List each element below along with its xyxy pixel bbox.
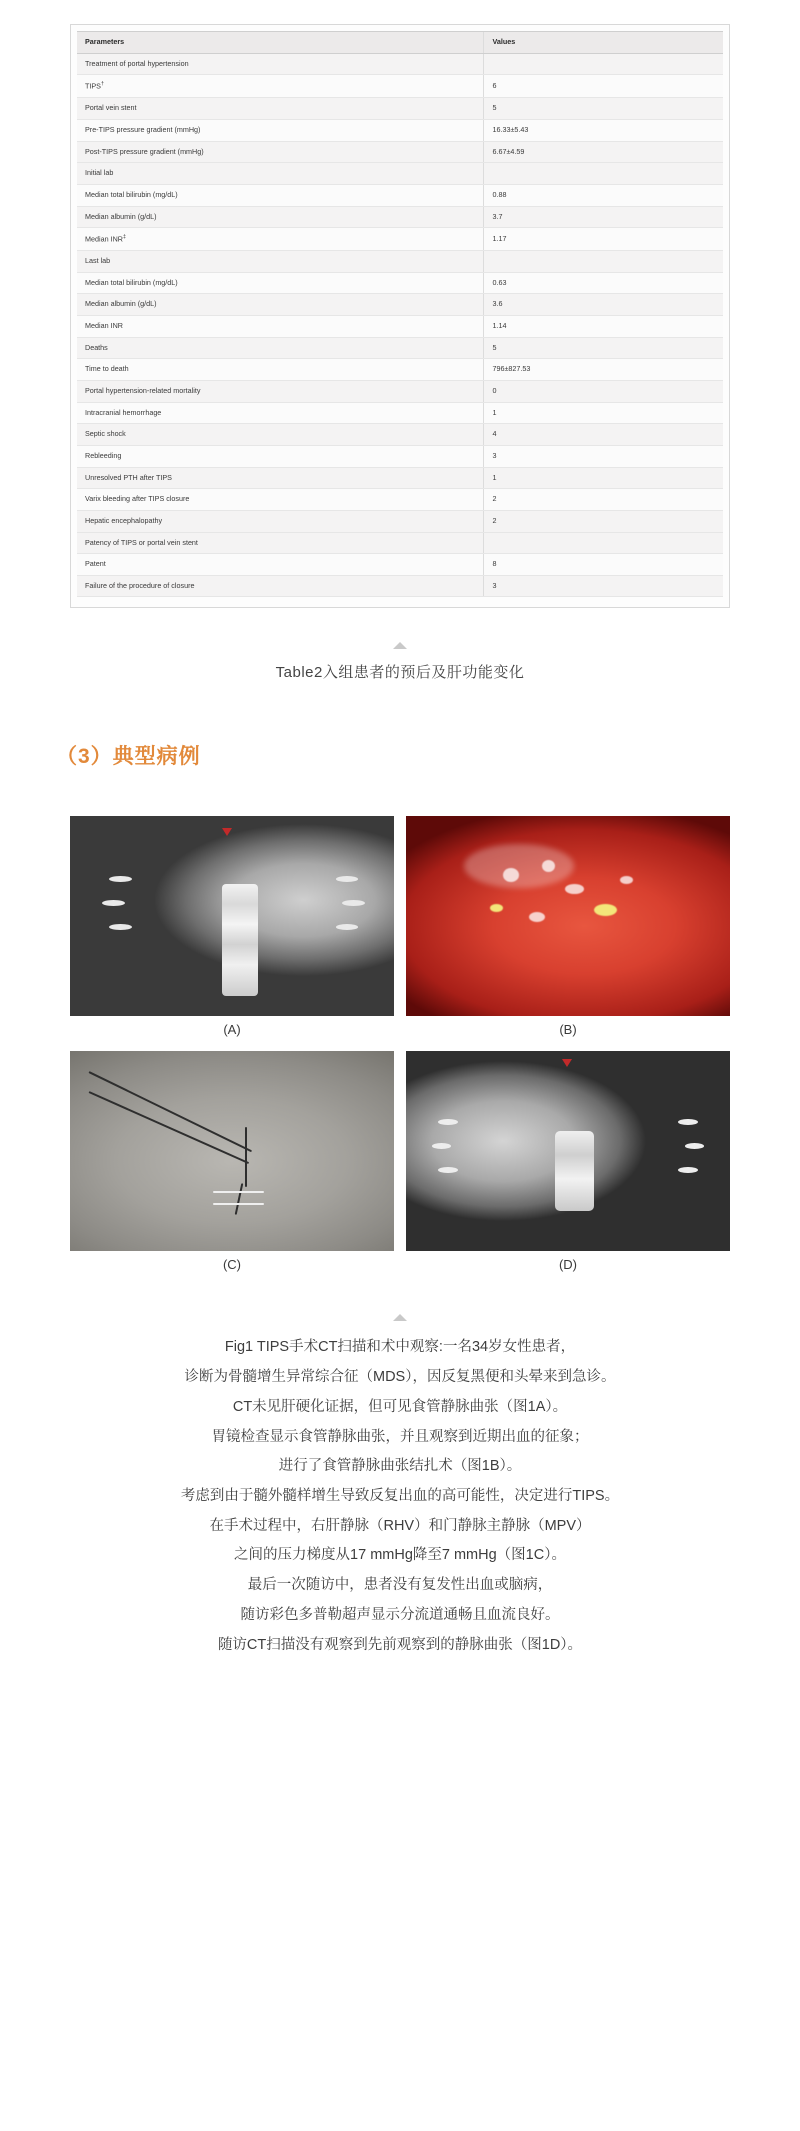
cell-value: 0.88 xyxy=(484,184,723,206)
cell-parameter xyxy=(77,75,484,98)
table-row xyxy=(77,445,723,467)
cell-parameter: Portal hypertension-related mortality xyxy=(77,381,484,403)
ct-axial-followup-image xyxy=(406,1051,730,1251)
catheter-line xyxy=(89,1072,253,1153)
cell-parameter: Portal vein stent xyxy=(77,98,484,120)
caption-line: 胃镜检查显示食管静脉曲张，并且观察到近期出血的征象； xyxy=(211,1428,589,1445)
footnote-marker: † xyxy=(100,81,104,88)
arrow-marker-icon xyxy=(222,828,232,836)
rib-structure xyxy=(109,876,132,882)
rib-structure xyxy=(438,1119,457,1125)
column-header-parameters: Parameters xyxy=(77,32,484,54)
table-row xyxy=(77,575,723,597)
cell-parameter: Pre-TIPS pressure gradient (mmHg) xyxy=(77,119,484,141)
cell-parameter xyxy=(77,228,484,251)
document-page xyxy=(0,24,800,2131)
cell-parameter: Patent xyxy=(77,554,484,576)
cell-value: 796±827.53 xyxy=(484,359,723,381)
table-row xyxy=(77,424,723,446)
caption-line: 随访CT扫描没有观察到先前观察到的静脉曲张（图1D）。 xyxy=(217,1636,583,1653)
cell-parameter-text: TIPS xyxy=(85,81,101,91)
table-row xyxy=(77,510,723,532)
cell-parameter: Last lab xyxy=(77,251,484,273)
table-header-row xyxy=(77,32,723,54)
caption-line: Fig1 TIPS手术CT扫描和术中观察:一名34岁女性患者， xyxy=(224,1339,576,1356)
cell-parameter: Post-TIPS pressure gradient (mmHg) xyxy=(77,141,484,163)
column-header-values: Values xyxy=(484,32,723,54)
cell-value: 5 xyxy=(484,98,723,120)
stent-marker xyxy=(213,1191,265,1192)
cell-value: 0 xyxy=(484,381,723,403)
table-row xyxy=(77,228,723,251)
cell-value: 1.14 xyxy=(484,316,723,338)
cell-value: 1.17 xyxy=(484,228,723,251)
figure-label-d: (D) xyxy=(558,1257,578,1273)
rib-structure xyxy=(432,1143,451,1149)
table-caption: Table2入组患者的预后及肝功能变化 xyxy=(275,664,525,682)
cell-value: 1 xyxy=(484,467,723,489)
cell-value: 6.67±4.59 xyxy=(484,141,723,163)
table-body xyxy=(77,53,723,597)
cell-value xyxy=(484,532,723,554)
figure-caption-block xyxy=(0,1314,800,1660)
figure-caption xyxy=(64,1333,736,1660)
caption-line: 诊断为骨髓增生异常综合征（MDS），因反复黑便和头晕来到急诊。 xyxy=(184,1369,616,1386)
table-row xyxy=(77,251,723,273)
table-row xyxy=(77,359,723,381)
table-row xyxy=(77,467,723,489)
table-row xyxy=(77,98,723,120)
figure-label-a: (A) xyxy=(223,1022,241,1038)
varix-highlight xyxy=(594,904,617,916)
table-row xyxy=(77,337,723,359)
table-row xyxy=(77,272,723,294)
table-row xyxy=(77,532,723,554)
cell-value: 0.63 xyxy=(484,272,723,294)
table-row xyxy=(77,489,723,511)
results-table-container xyxy=(70,24,730,608)
cell-value xyxy=(484,251,723,273)
cell-value: 1 xyxy=(484,402,723,424)
caption-line: 在手术过程中，右肝静脉（RHV）和门静脉主静脉（MPV） xyxy=(209,1517,591,1534)
rib-structure xyxy=(336,876,359,882)
cell-parameter: Median total bilirubin (mg/dL) xyxy=(77,184,484,206)
varix-highlight xyxy=(529,912,545,922)
figure-grid xyxy=(70,816,730,1286)
caption-line: 最后一次随访中，患者没有复发性出血或脑病， xyxy=(247,1577,553,1594)
table-row xyxy=(77,381,723,403)
figure-panel-b xyxy=(406,816,730,1051)
catheter-line xyxy=(245,1127,247,1187)
table-row xyxy=(77,141,723,163)
arrow-marker-icon xyxy=(562,1059,572,1067)
cell-parameter: Deaths xyxy=(77,337,484,359)
rib-structure xyxy=(109,924,132,930)
cell-value: 3 xyxy=(484,575,723,597)
caption-line: 考虑到由于髓外髓样增生导致反复出血的高可能性，决定进行TIPS。 xyxy=(180,1488,620,1505)
figure-panel-c xyxy=(70,1051,394,1286)
cell-parameter: Failure of the procedure of closure xyxy=(77,575,484,597)
table-row xyxy=(77,402,723,424)
caption-line: CT未见肝硬化证据，但可见食管静脉曲张（图1A）。 xyxy=(232,1398,568,1415)
fluoroscopy-tips-image xyxy=(70,1051,394,1251)
rib-structure xyxy=(102,900,125,906)
varix-highlight xyxy=(490,904,503,912)
cell-parameter: Initial lab xyxy=(77,163,484,185)
cell-parameter: Median total bilirubin (mg/dL) xyxy=(77,272,484,294)
caption-line: 进行了食管静脉曲张结扎术（图1B）。 xyxy=(278,1458,522,1475)
cell-value: 3 xyxy=(484,445,723,467)
cell-value: 4 xyxy=(484,424,723,446)
cell-value: 3.6 xyxy=(484,294,723,316)
cell-parameter-text: Median INR xyxy=(85,234,123,244)
ct-coronal-pre-image xyxy=(70,816,394,1016)
stent-marker xyxy=(213,1203,265,1204)
cell-parameter: Rebleeding xyxy=(77,445,484,467)
caption-line: 之间的压力梯度从17 mmHg降至7 mmHg（图1C）。 xyxy=(234,1547,566,1564)
cell-value xyxy=(484,53,723,75)
rib-structure xyxy=(685,1143,704,1149)
caption-line: 随访彩色多普勒超声显示分流道通畅且血流良好。 xyxy=(240,1606,560,1623)
table-row xyxy=(77,53,723,75)
cell-value: 8 xyxy=(484,554,723,576)
varix-highlight xyxy=(620,876,633,884)
table-row xyxy=(77,184,723,206)
figure-label-b: (B) xyxy=(559,1022,577,1038)
figure-panel-a xyxy=(70,816,394,1051)
table-row xyxy=(77,119,723,141)
varix-highlight xyxy=(565,884,584,894)
cell-parameter: Median INR xyxy=(77,316,484,338)
cell-value: 2 xyxy=(484,489,723,511)
cell-value: 2 xyxy=(484,510,723,532)
cell-parameter: Median albumin (g/dL) xyxy=(77,206,484,228)
footnote-marker: ‡ xyxy=(122,234,126,241)
section-heading: （3）典型病例 xyxy=(56,745,201,769)
spine-structure xyxy=(222,884,258,996)
cell-parameter: Median albumin (g/dL) xyxy=(77,294,484,316)
cell-value: 16.33±5.43 xyxy=(484,119,723,141)
cell-value xyxy=(484,163,723,185)
rib-structure xyxy=(342,900,365,906)
table-row xyxy=(77,294,723,316)
figure-label-c: (C) xyxy=(222,1257,242,1273)
triangle-up-icon xyxy=(393,642,407,649)
specular-highlight xyxy=(464,844,574,888)
table-caption-block xyxy=(0,642,800,682)
triangle-up-icon xyxy=(393,1314,407,1321)
endoscopy-varices-image xyxy=(406,816,730,1016)
cell-parameter: Patency of TIPS or portal vein stent xyxy=(77,532,484,554)
table-row xyxy=(77,75,723,98)
rib-structure xyxy=(678,1119,697,1125)
cell-parameter: Treatment of portal hypertension xyxy=(77,53,484,75)
spine-structure xyxy=(555,1131,594,1211)
table-head xyxy=(77,32,723,54)
table-row xyxy=(77,206,723,228)
cell-parameter: Varix bleeding after TIPS closure xyxy=(77,489,484,511)
cell-parameter: Septic shock xyxy=(77,424,484,446)
rib-structure xyxy=(336,924,359,930)
catheter-line xyxy=(89,1092,249,1165)
cell-parameter: Time to death xyxy=(77,359,484,381)
table-row xyxy=(77,316,723,338)
table-row xyxy=(77,554,723,576)
cell-value: 5 xyxy=(484,337,723,359)
cell-parameter: Unresolved PTH after TIPS xyxy=(77,467,484,489)
cell-value: 3.7 xyxy=(484,206,723,228)
cell-parameter: Hepatic encephalopathy xyxy=(77,510,484,532)
catheter-tip xyxy=(235,1184,244,1216)
cell-parameter: Intracranial hemorrhage xyxy=(77,402,484,424)
results-table xyxy=(77,31,723,597)
table-row xyxy=(77,163,723,185)
rib-structure xyxy=(678,1167,697,1173)
rib-structure xyxy=(438,1167,457,1173)
figure-panel-d xyxy=(406,1051,730,1286)
cell-value: 6 xyxy=(484,75,723,98)
